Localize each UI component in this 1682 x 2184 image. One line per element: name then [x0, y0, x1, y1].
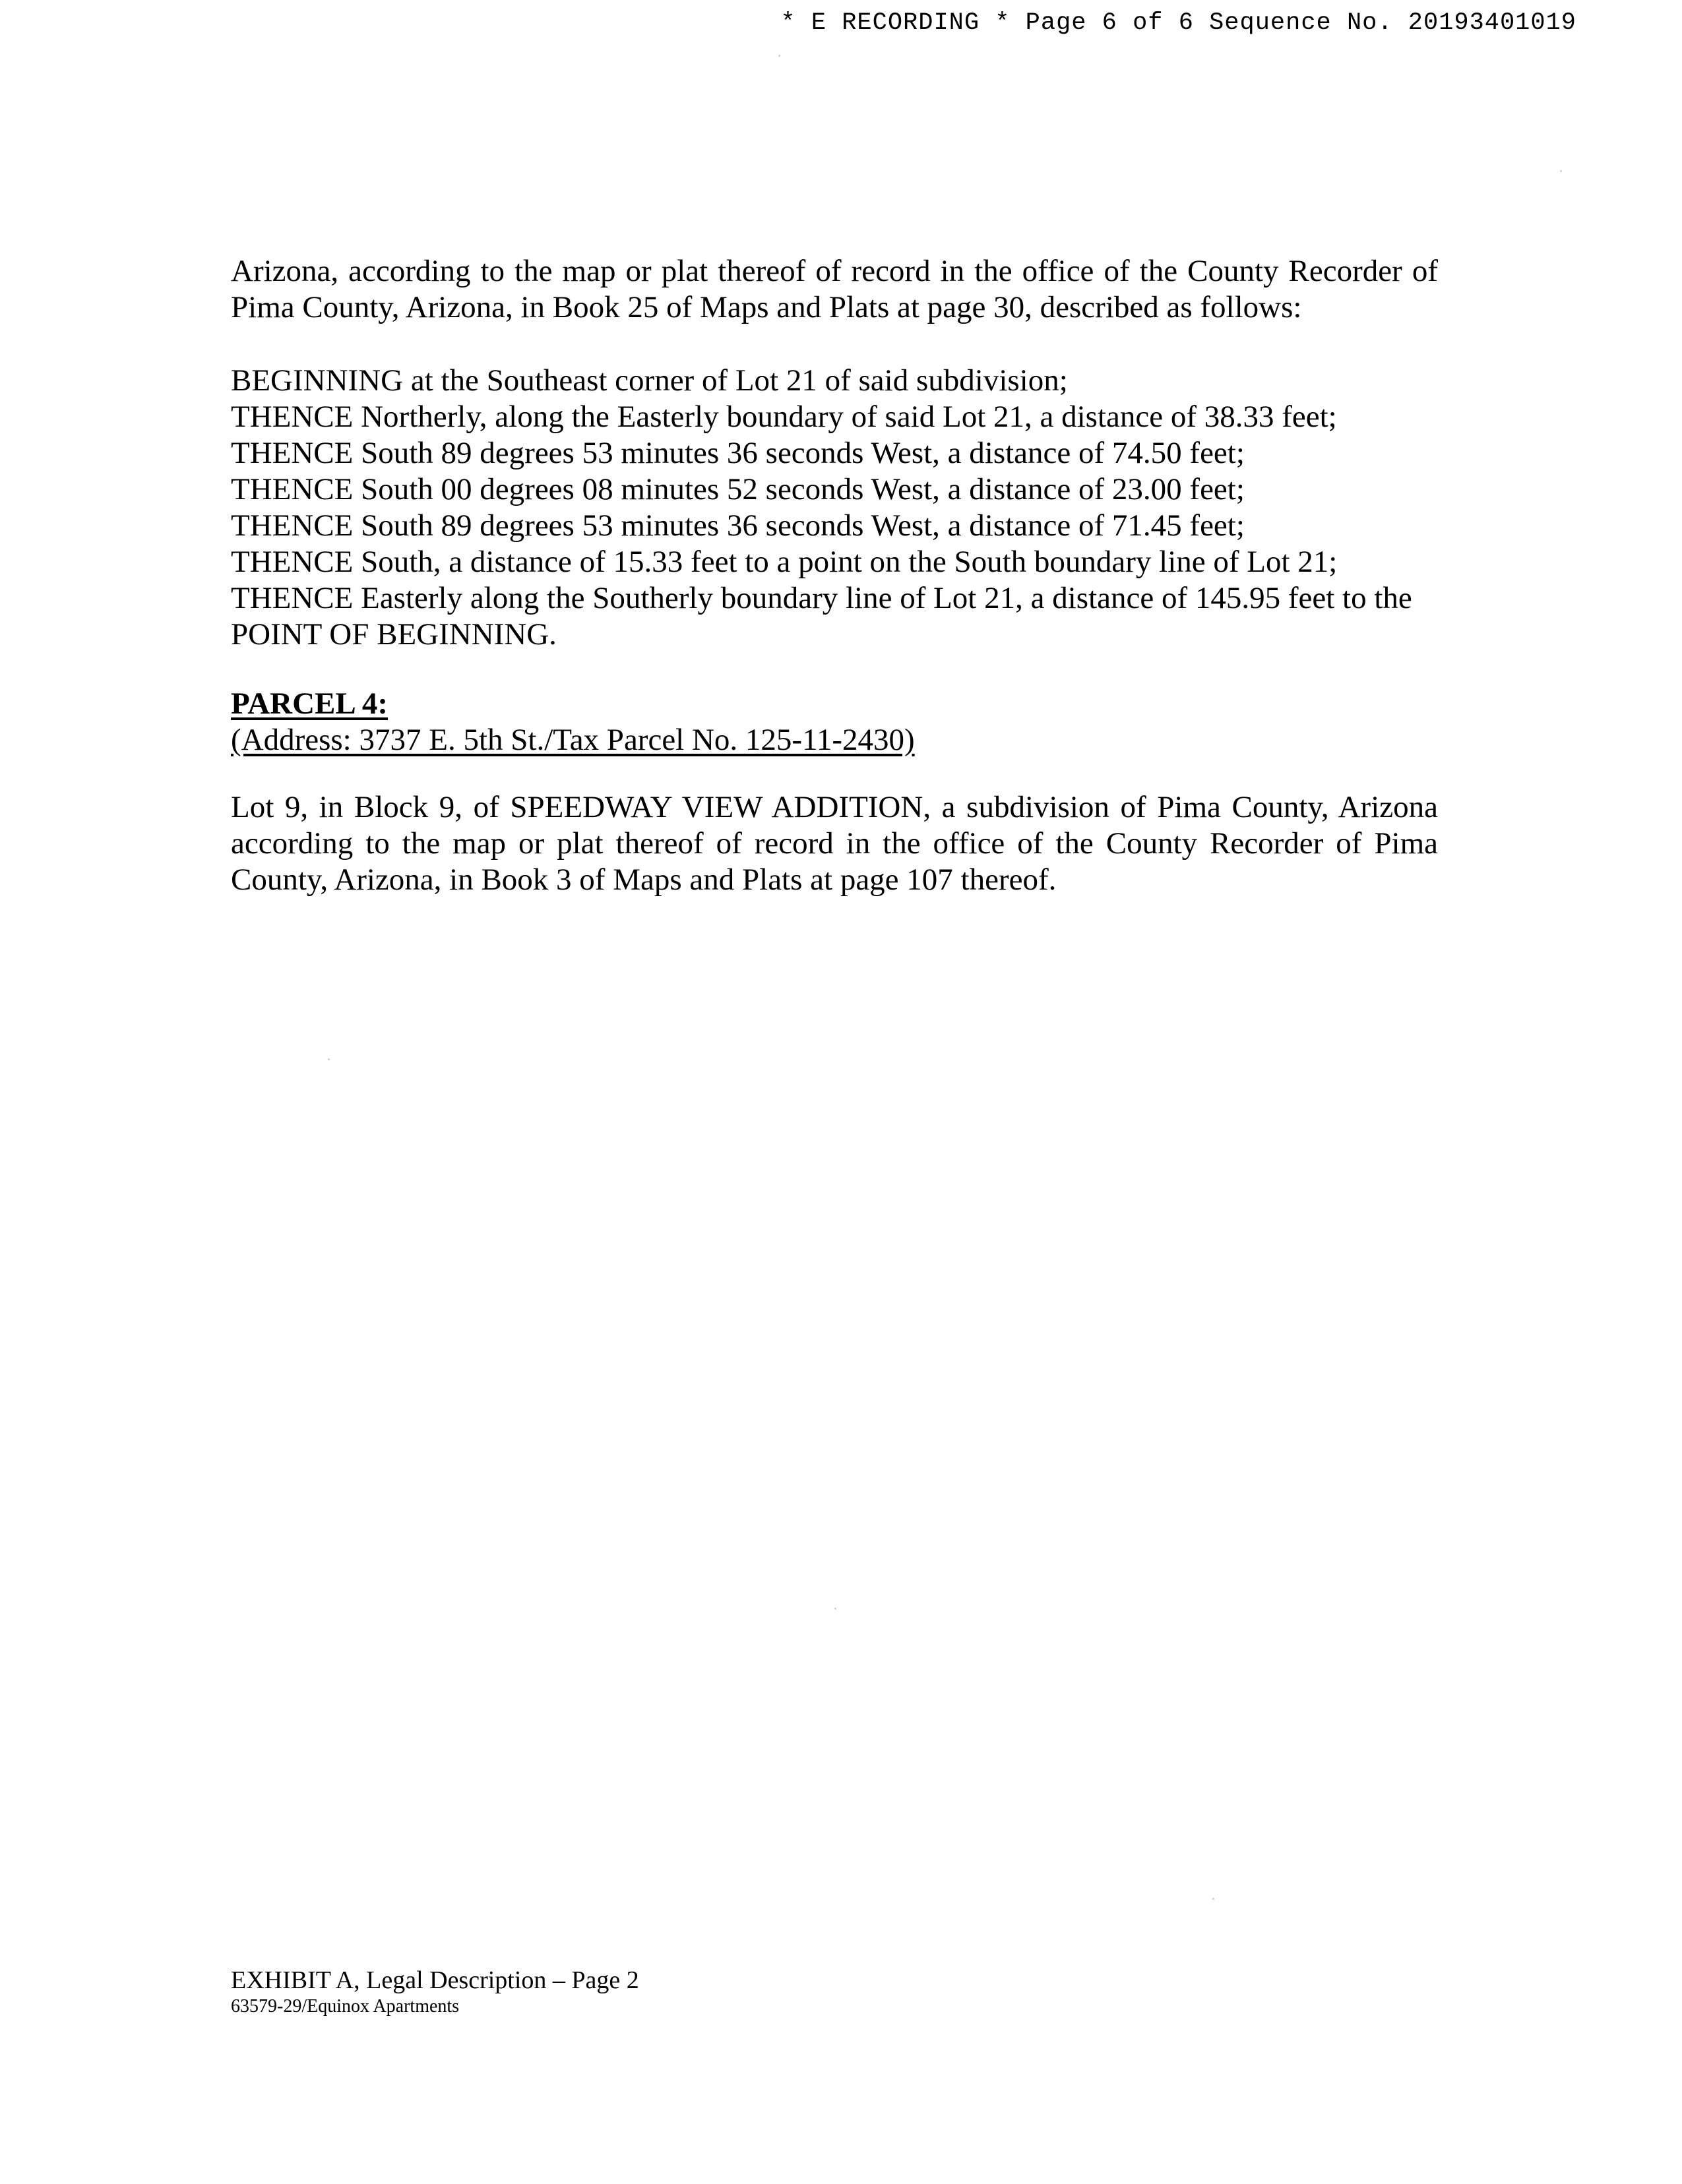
legal-call-line: THENCE South 89 degrees 53 minutes 36 seconds West, a distance of 74.50 feet;	[231, 436, 1245, 470]
legal-call-line: THENCE South 89 degrees 53 minutes 36 seconds West, a distance of 71.45 feet;	[231, 508, 1245, 543]
scan-speck	[778, 55, 780, 57]
legal-call-line: THENCE South, a distance of 15.33 feet to a point on the South boundary line of Lot 21;	[231, 545, 1338, 579]
parcel-4-description	[231, 789, 1438, 898]
intro-paragraph	[231, 253, 1438, 326]
legal-description-calls	[231, 363, 1438, 653]
legal-call-line: THENCE South 00 degrees 08 minutes 52 seconds West, a distance of 23.00 feet;	[231, 472, 1245, 506]
recording-stamp: * E RECORDING * Page 6 of 6 Sequence No. 20193401019	[780, 9, 1576, 37]
scan-speck	[834, 1608, 836, 1610]
scan-speck	[328, 1058, 330, 1060]
intro-text: Arizona, according to the map or plat thereof of record in the office of the County Recorder of Pima County, Arizona, in Book 25 of Maps and Plats at page 30, described as follows:	[231, 254, 1438, 324]
legal-call-line: THENCE Easterly along the Southerly boundary line of Lot 21, a distance of 145.95 feet to the	[231, 581, 1412, 615]
parcel-4-title: PARCEL 4:	[231, 686, 389, 721]
legal-call-line: BEGINNING at the Southeast corner of Lot 21 of said subdivision;	[231, 363, 1068, 398]
legal-call-line: POINT OF BEGINNING.	[231, 617, 557, 652]
page-footer	[231, 1965, 639, 2018]
scan-speck	[1212, 1898, 1214, 1900]
parcel-4-description-text: Lot 9, in Block 9, of SPEEDWAY VIEW ADDITION, a subdivision of Pima County, Arizona according to the map or plat thereof of record in the office of the County Recorder of Pima County, Arizona, in Book 3 of Maps and Plats at page 107 thereof.	[231, 790, 1438, 897]
file-reference: 63579-29/Equinox Apartments	[231, 1996, 460, 2017]
legal-call-line: THENCE Northerly, along the Easterly boundary of said Lot 21, a distance of 38.33 feet;	[231, 400, 1337, 434]
scan-speck	[1560, 170, 1562, 172]
parcel-4-heading	[231, 686, 1438, 758]
parcel-4-address: (Address: 3737 E. 5th St./Tax Parcel No. 125-11-2430)	[231, 723, 915, 757]
exhibit-label: EXHIBIT A, Legal Description – Page 2	[231, 1966, 639, 1994]
